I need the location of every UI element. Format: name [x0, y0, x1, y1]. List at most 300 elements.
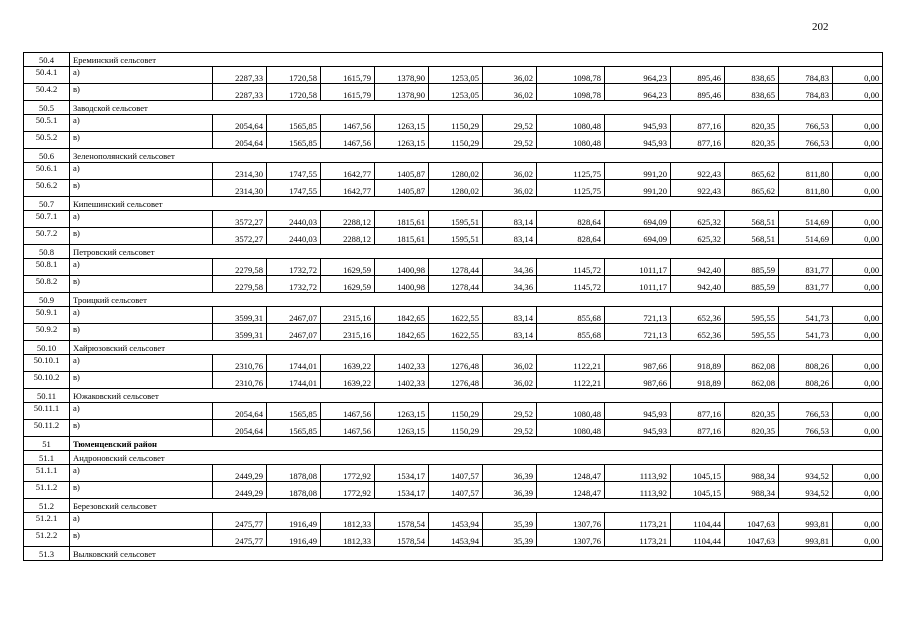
table-cell: 514,69 — [779, 211, 833, 228]
table-cell: 36,39 — [483, 465, 537, 482]
row-code: 50.5 — [24, 101, 70, 115]
group-heading-row — [24, 197, 883, 211]
row-code: 50.7.2 — [24, 228, 70, 245]
table-cell: 991,20 — [605, 180, 671, 197]
group-heading-row — [24, 53, 883, 67]
table-cell: 1402,33 — [375, 372, 429, 389]
table-cell: 1642,77 — [321, 163, 375, 180]
table-cell: 721,13 — [605, 324, 671, 341]
table-cell: 934,52 — [779, 482, 833, 499]
table-cell: 1307,76 — [537, 530, 605, 547]
table-cell: 3599,31 — [213, 324, 267, 341]
table-cell: 2288,12 — [321, 211, 375, 228]
row-code: 50.4.1 — [24, 67, 70, 84]
table-cell: 0,00 — [833, 372, 883, 389]
table-cell: 895,46 — [671, 67, 725, 84]
table-cell: 2440,03 — [267, 228, 321, 245]
table-cell: 29,52 — [483, 403, 537, 420]
table-cell: 2475,77 — [213, 530, 267, 547]
table-cell: 1045,15 — [671, 465, 725, 482]
row-code: 50.8.2 — [24, 276, 70, 293]
table-cell: 1878,08 — [267, 482, 321, 499]
table-cell: 2449,29 — [213, 482, 267, 499]
table-row — [24, 324, 883, 341]
row-code: 50.7 — [24, 197, 70, 211]
table-cell: 36,02 — [483, 163, 537, 180]
table-cell: 922,43 — [671, 180, 725, 197]
table-cell: 895,46 — [671, 84, 725, 101]
table-cell: 1122,21 — [537, 372, 605, 389]
table-row — [24, 163, 883, 180]
table-cell: 831,77 — [779, 276, 833, 293]
row-label: а) — [70, 403, 213, 420]
table-cell: 652,36 — [671, 324, 725, 341]
table-cell: 36,02 — [483, 180, 537, 197]
table-cell: 1278,44 — [429, 276, 483, 293]
table-cell: 1280,02 — [429, 180, 483, 197]
table-cell: 1263,15 — [375, 403, 429, 420]
table-cell: 625,32 — [671, 228, 725, 245]
table-cell: 964,23 — [605, 84, 671, 101]
table-cell: 595,55 — [725, 324, 779, 341]
table-cell: 36,39 — [483, 482, 537, 499]
table-cell: 1639,22 — [321, 372, 375, 389]
table-cell: 1642,77 — [321, 180, 375, 197]
table-cell: 1011,17 — [605, 259, 671, 276]
row-label: а) — [70, 465, 213, 482]
table-cell: 945,93 — [605, 420, 671, 437]
table-cell: 2314,30 — [213, 180, 267, 197]
row-code: 50.8.1 — [24, 259, 70, 276]
table-cell: 1744,01 — [267, 372, 321, 389]
table-cell: 1744,01 — [267, 355, 321, 372]
table-cell: 1378,90 — [375, 67, 429, 84]
group-heading-row — [24, 149, 883, 163]
row-code: 50.9 — [24, 293, 70, 307]
table-cell: 721,13 — [605, 307, 671, 324]
row-label: в) — [70, 180, 213, 197]
table-cell: 1145,72 — [537, 276, 605, 293]
table-cell: 1080,48 — [537, 132, 605, 149]
table-cell: 1080,48 — [537, 115, 605, 132]
table-cell: 1916,49 — [267, 530, 321, 547]
table-row — [24, 259, 883, 276]
row-label: а) — [70, 115, 213, 132]
table-cell: 862,08 — [725, 372, 779, 389]
table-cell: 1253,05 — [429, 84, 483, 101]
table-cell: 1263,15 — [375, 420, 429, 437]
table-cell: 942,40 — [671, 276, 725, 293]
table-cell: 1047,63 — [725, 513, 779, 530]
table-cell: 0,00 — [833, 307, 883, 324]
table-cell: 945,93 — [605, 403, 671, 420]
table-cell: 34,36 — [483, 276, 537, 293]
table-cell: 942,40 — [671, 259, 725, 276]
table-cell: 1747,55 — [267, 163, 321, 180]
table-cell: 945,93 — [605, 115, 671, 132]
table-cell: 0,00 — [833, 324, 883, 341]
row-label: в) — [70, 324, 213, 341]
table-cell: 855,68 — [537, 307, 605, 324]
table-cell: 1732,72 — [267, 259, 321, 276]
settlement-name: Заводской сельсовет — [70, 101, 883, 115]
table-row — [24, 67, 883, 84]
table-cell: 0,00 — [833, 420, 883, 437]
table-cell: 1732,72 — [267, 276, 321, 293]
group-heading-row — [24, 499, 883, 513]
table-cell: 1878,08 — [267, 465, 321, 482]
table-cell: 820,35 — [725, 115, 779, 132]
table-cell: 34,36 — [483, 259, 537, 276]
table-cell: 2449,29 — [213, 465, 267, 482]
table-cell: 541,73 — [779, 324, 833, 341]
table-cell: 1407,57 — [429, 482, 483, 499]
table-cell: 964,23 — [605, 67, 671, 84]
table-cell: 1113,92 — [605, 482, 671, 499]
row-label: в) — [70, 84, 213, 101]
table-cell: 1747,55 — [267, 180, 321, 197]
settlement-name: Хайрюзовский сельсовет — [70, 341, 883, 355]
table-cell: 1453,94 — [429, 513, 483, 530]
table-cell: 0,00 — [833, 276, 883, 293]
table-cell: 885,59 — [725, 276, 779, 293]
table-cell: 29,52 — [483, 420, 537, 437]
table-cell: 0,00 — [833, 513, 883, 530]
table-row — [24, 372, 883, 389]
table-cell: 1280,02 — [429, 163, 483, 180]
table-cell: 1467,56 — [321, 420, 375, 437]
row-code: 50.9.2 — [24, 324, 70, 341]
row-label: в) — [70, 482, 213, 499]
table-cell: 2054,64 — [213, 420, 267, 437]
row-code: 51.1 — [24, 451, 70, 465]
table-cell: 0,00 — [833, 163, 883, 180]
row-code: 51.2.2 — [24, 530, 70, 547]
table-cell: 1125,75 — [537, 180, 605, 197]
group-heading-row — [24, 451, 883, 465]
table-cell: 83,14 — [483, 228, 537, 245]
table-cell: 1080,48 — [537, 420, 605, 437]
table-cell: 918,89 — [671, 372, 725, 389]
table-cell: 2315,16 — [321, 307, 375, 324]
table-cell: 1104,44 — [671, 530, 725, 547]
table-cell: 541,73 — [779, 307, 833, 324]
row-code: 50.11.1 — [24, 403, 70, 420]
table-cell: 29,52 — [483, 115, 537, 132]
table-cell: 0,00 — [833, 132, 883, 149]
table-cell: 0,00 — [833, 355, 883, 372]
table-cell: 1405,87 — [375, 180, 429, 197]
settlement-name: Андроновский сельсовет — [70, 451, 883, 465]
district-heading-row — [24, 437, 883, 451]
table-cell: 1047,63 — [725, 530, 779, 547]
table-cell: 1534,17 — [375, 465, 429, 482]
row-label: в) — [70, 132, 213, 149]
row-code: 51.1.2 — [24, 482, 70, 499]
table-cell: 945,93 — [605, 132, 671, 149]
table-cell: 1629,59 — [321, 259, 375, 276]
table-cell: 2288,12 — [321, 228, 375, 245]
table-cell: 1150,29 — [429, 132, 483, 149]
table-cell: 1622,55 — [429, 307, 483, 324]
row-code: 50.8 — [24, 245, 70, 259]
table-cell: 1629,59 — [321, 276, 375, 293]
table-cell: 1595,51 — [429, 211, 483, 228]
group-heading-row — [24, 293, 883, 307]
table-cell: 1565,85 — [267, 132, 321, 149]
table-cell: 2287,33 — [213, 84, 267, 101]
table-cell: 820,35 — [725, 403, 779, 420]
row-label: в) — [70, 530, 213, 547]
table-cell: 988,34 — [725, 482, 779, 499]
table-cell: 1045,15 — [671, 482, 725, 499]
row-code: 50.4 — [24, 53, 70, 67]
table-cell: 2054,64 — [213, 403, 267, 420]
table-cell: 2314,30 — [213, 163, 267, 180]
row-code: 51 — [24, 437, 70, 451]
table-cell: 1772,92 — [321, 465, 375, 482]
table-cell: 838,65 — [725, 67, 779, 84]
table-row — [24, 355, 883, 372]
table-cell: 1278,44 — [429, 259, 483, 276]
table-cell: 0,00 — [833, 465, 883, 482]
table-cell: 1125,75 — [537, 163, 605, 180]
table-cell: 0,00 — [833, 482, 883, 499]
table-cell: 877,16 — [671, 115, 725, 132]
table-cell: 1263,15 — [375, 132, 429, 149]
table-cell: 1565,85 — [267, 403, 321, 420]
table-cell: 993,81 — [779, 530, 833, 547]
table-cell: 83,14 — [483, 307, 537, 324]
table-cell: 1622,55 — [429, 324, 483, 341]
table-cell: 0,00 — [833, 530, 883, 547]
table-cell: 1812,33 — [321, 530, 375, 547]
table-cell: 2315,16 — [321, 324, 375, 341]
table-row — [24, 84, 883, 101]
table-cell: 83,14 — [483, 211, 537, 228]
table-cell: 808,26 — [779, 355, 833, 372]
table-cell: 36,02 — [483, 84, 537, 101]
table-cell: 1842,65 — [375, 307, 429, 324]
table-cell: 828,64 — [537, 228, 605, 245]
table-cell: 811,80 — [779, 180, 833, 197]
table-cell: 766,53 — [779, 420, 833, 437]
row-label: а) — [70, 355, 213, 372]
table-cell: 828,64 — [537, 211, 605, 228]
settlement-name: Зеленополянский сельсовет — [70, 149, 883, 163]
row-label: в) — [70, 228, 213, 245]
table-cell: 766,53 — [779, 115, 833, 132]
table-cell: 694,09 — [605, 211, 671, 228]
row-label: а) — [70, 259, 213, 276]
row-code: 51.3 — [24, 547, 70, 561]
table-cell: 2310,76 — [213, 355, 267, 372]
table-cell: 987,66 — [605, 372, 671, 389]
table-cell: 36,02 — [483, 372, 537, 389]
table-cell: 838,65 — [725, 84, 779, 101]
table-cell: 1248,47 — [537, 465, 605, 482]
table-row — [24, 211, 883, 228]
row-code: 50.10.2 — [24, 372, 70, 389]
table-cell: 3572,27 — [213, 228, 267, 245]
table-cell: 35,39 — [483, 513, 537, 530]
tariff-table — [23, 52, 883, 561]
table-cell: 1080,48 — [537, 403, 605, 420]
table-cell: 877,16 — [671, 403, 725, 420]
table-cell: 1615,79 — [321, 67, 375, 84]
table-cell: 1772,92 — [321, 482, 375, 499]
table-cell: 1400,98 — [375, 276, 429, 293]
table-cell: 2310,76 — [213, 372, 267, 389]
table-row — [24, 307, 883, 324]
table-cell: 2054,64 — [213, 115, 267, 132]
table-cell: 1720,58 — [267, 67, 321, 84]
table-cell: 865,62 — [725, 180, 779, 197]
table-cell: 1405,87 — [375, 163, 429, 180]
table-cell: 625,32 — [671, 211, 725, 228]
table-cell: 1098,78 — [537, 84, 605, 101]
row-code: 50.10.1 — [24, 355, 70, 372]
table-cell: 1011,17 — [605, 276, 671, 293]
table-cell: 784,83 — [779, 67, 833, 84]
table-row — [24, 228, 883, 245]
table-cell: 2287,33 — [213, 67, 267, 84]
table-cell: 1150,29 — [429, 420, 483, 437]
table-cell: 0,00 — [833, 259, 883, 276]
table-cell: 811,80 — [779, 163, 833, 180]
table-cell: 1720,58 — [267, 84, 321, 101]
table-cell: 2440,03 — [267, 211, 321, 228]
table-cell: 877,16 — [671, 132, 725, 149]
settlement-name: Березовский сельсовет — [70, 499, 883, 513]
group-heading-row — [24, 389, 883, 403]
table-cell: 2279,58 — [213, 276, 267, 293]
row-label: в) — [70, 420, 213, 437]
page-number: 202 — [812, 21, 829, 33]
table-cell: 1595,51 — [429, 228, 483, 245]
row-code: 50.11.2 — [24, 420, 70, 437]
table-cell: 1122,21 — [537, 355, 605, 372]
table-cell: 1812,33 — [321, 513, 375, 530]
table-row — [24, 132, 883, 149]
table-cell: 2467,07 — [267, 324, 321, 341]
group-heading-row — [24, 101, 883, 115]
table-cell: 987,66 — [605, 355, 671, 372]
table-cell: 918,89 — [671, 355, 725, 372]
table-cell: 1248,47 — [537, 482, 605, 499]
table-cell: 1098,78 — [537, 67, 605, 84]
table-cell: 29,52 — [483, 132, 537, 149]
table-row — [24, 180, 883, 197]
table-cell: 0,00 — [833, 67, 883, 84]
table-cell: 83,14 — [483, 324, 537, 341]
row-label: а) — [70, 67, 213, 84]
table-cell: 694,09 — [605, 228, 671, 245]
table-cell: 1145,72 — [537, 259, 605, 276]
table-cell: 1467,56 — [321, 132, 375, 149]
row-code: 50.5.1 — [24, 115, 70, 132]
row-code: 50.6.2 — [24, 180, 70, 197]
row-label: а) — [70, 513, 213, 530]
table-cell: 991,20 — [605, 163, 671, 180]
settlement-name: Вылковский сельсовет — [70, 547, 883, 561]
table-cell: 1307,76 — [537, 513, 605, 530]
table-cell: 808,26 — [779, 372, 833, 389]
table-cell: 1173,21 — [605, 530, 671, 547]
table-row — [24, 482, 883, 499]
table-cell: 820,35 — [725, 420, 779, 437]
row-code: 50.7.1 — [24, 211, 70, 228]
table-cell: 1453,94 — [429, 530, 483, 547]
table-cell: 1916,49 — [267, 513, 321, 530]
table-row — [24, 115, 883, 132]
group-heading-row — [24, 245, 883, 259]
table-cell: 1815,61 — [375, 211, 429, 228]
table-cell: 3572,27 — [213, 211, 267, 228]
row-code: 50.9.1 — [24, 307, 70, 324]
table-cell: 1815,61 — [375, 228, 429, 245]
table-cell: 0,00 — [833, 115, 883, 132]
row-label: в) — [70, 372, 213, 389]
table-cell: 1578,54 — [375, 530, 429, 547]
table-cell: 988,34 — [725, 465, 779, 482]
table-cell: 1150,29 — [429, 403, 483, 420]
row-code: 51.1.1 — [24, 465, 70, 482]
table-cell: 568,51 — [725, 211, 779, 228]
table-cell: 1639,22 — [321, 355, 375, 372]
table-cell: 1150,29 — [429, 115, 483, 132]
table-body — [24, 53, 883, 561]
table-row — [24, 465, 883, 482]
table-cell: 1467,56 — [321, 403, 375, 420]
row-code: 50.4.2 — [24, 84, 70, 101]
row-label: в) — [70, 276, 213, 293]
row-code: 50.5.2 — [24, 132, 70, 149]
table-cell: 766,53 — [779, 403, 833, 420]
table-cell: 36,02 — [483, 67, 537, 84]
table-row — [24, 276, 883, 293]
district-name: Тюменцевский район — [70, 437, 883, 451]
table-cell: 2467,07 — [267, 307, 321, 324]
table-cell: 1104,44 — [671, 513, 725, 530]
settlement-name: Ереминский сельсовет — [70, 53, 883, 67]
table-cell: 568,51 — [725, 228, 779, 245]
table-cell: 831,77 — [779, 259, 833, 276]
table-cell: 1113,92 — [605, 465, 671, 482]
table-cell: 1615,79 — [321, 84, 375, 101]
table-cell: 1400,98 — [375, 259, 429, 276]
table-cell: 766,53 — [779, 132, 833, 149]
table-cell: 2279,58 — [213, 259, 267, 276]
table-cell: 0,00 — [833, 84, 883, 101]
table-cell: 1253,05 — [429, 67, 483, 84]
table-cell: 784,83 — [779, 84, 833, 101]
settlement-name: Троицкий сельсовет — [70, 293, 883, 307]
table-cell: 1402,33 — [375, 355, 429, 372]
settlement-name: Южаковский сельсовет — [70, 389, 883, 403]
row-code: 50.11 — [24, 389, 70, 403]
table-cell: 2475,77 — [213, 513, 267, 530]
table-row — [24, 513, 883, 530]
group-heading-row — [24, 341, 883, 355]
table-cell: 1173,21 — [605, 513, 671, 530]
table-cell: 993,81 — [779, 513, 833, 530]
table-cell: 1578,54 — [375, 513, 429, 530]
table-cell: 1842,65 — [375, 324, 429, 341]
table-cell: 36,02 — [483, 355, 537, 372]
table-cell: 595,55 — [725, 307, 779, 324]
table-cell: 3599,31 — [213, 307, 267, 324]
